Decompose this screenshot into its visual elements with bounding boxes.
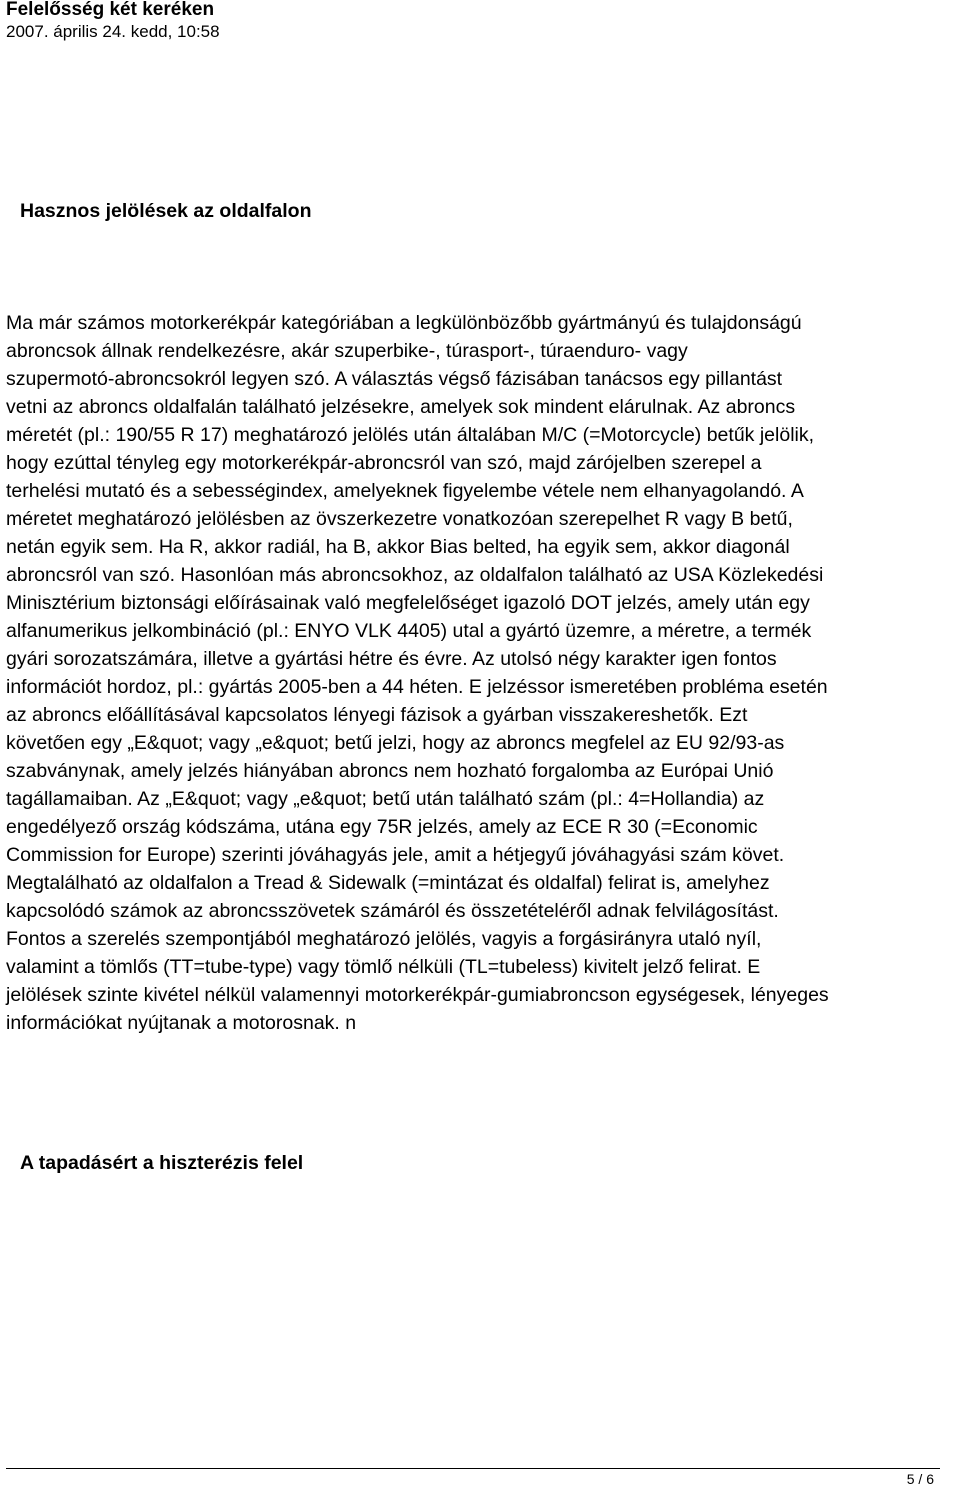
article-date: 2007. április 24. kedd, 10:58 <box>6 22 220 41</box>
section-heading: A tapadásért a hiszterézis felel <box>20 1152 304 1174</box>
section-heading: Hasznos jelölések az oldalfalon <box>20 200 312 222</box>
article-title: Felelősség két keréken <box>6 0 215 20</box>
footer-divider <box>6 1468 940 1469</box>
page-number: 5 / 6 <box>906 1471 934 1487</box>
section-body: Ma már számos motorkerékpár kategóriában a legkülönbözőbb gyártmányú és tulajdonságú abroncsok állnak rendelkezésre, akár szuperbike-, túrasport-, túraenduro- vagy szupermotó-abroncsokról legyen szó. A választás végső fázisában tanácsos egy pillantást vetni az abroncs oldalfalán található jelzésekre, amelyek sok mindent elárulnak. Az abroncs méretét (pl.: 190/55 R 17) meghatározó jelölés után általában M/C (=Motorcycle) betűk jelölik, hogy ezúttal tényleg egy motorkerékpár-abroncsról van szó, majd zárójelben szerepel a terhelési mutató és a sebességindex, amelyeknek figyelembe vétele nem elhanyagolandó. A méretet meghatározó jelölésben az övszerkezetre vonatkozóan szerepelhet R vagy B betű, netán egyik sem. Ha R, akkor radiál, ha B, akkor Bias belted, ha egyik sem, akkor diagonál abroncsról van szó. Hasonlóan más abroncsokhoz, az oldalfalon található az USA Közlekedési Minisztérium biztonsági előírásainak való megfelelőséget igazoló DOT jelzés, amely után egy alfanumerikus jelkombináció (pl.: ENYO VLK 4405) utal a gyártó üzemre, a méretre, a termék gyári sorozatszámára, illetve a gyártási hétre és évre. Az utolsó négy karakter igen fontos információt hordoz, pl.: gyártás 2005-ben a 44 héten. E jelzéssor ismeretében probléma esetén az abroncs előállításával kapcsolatos lényegi fázisok a gyárban visszakereshetők. Ezt követően egy „E&quot; vagy „e&quot; betű jelzi, hogy az abroncs megfelel az EU 92/93-as szabványnak, amely jelzés hiányában abroncs nem hozható forgalomba az Európai Unió tagállamaiban. Az „E&quot; vagy „e&quot; betű után található szám (pl.: 4=Hollandia) az engedélyező ország kódszáma, utána egy 75R jelzés, amely az ECE R 30 (=Economic Commission for Europe) szerinti jóváhagyás jele, amit a hétjegyű jóváhagyási szám követ. Megtalálható az oldalfalon a Tread & Sidewalk (=mintázat és oldalfal) felirat is, amelyhez kapcsolódó számok az abroncsszövetek számáról és összetételéről adnak felvilágosítást. Fontos a szerelés szempontjából meghatározó jelölés, vagyis a forgásirányra utaló nyíl, valamint a tömlős (TT=tube-type) vagy tömlő nélküli (TL=tubeless) kivitelt jelző felirat. E jelölések szinte kivétel nélkül valamennyi motorkerékpár-gumiabroncson egységesek, lényeges információkat nyújtanak a motorosnak. n <box>6 312 829 1034</box>
